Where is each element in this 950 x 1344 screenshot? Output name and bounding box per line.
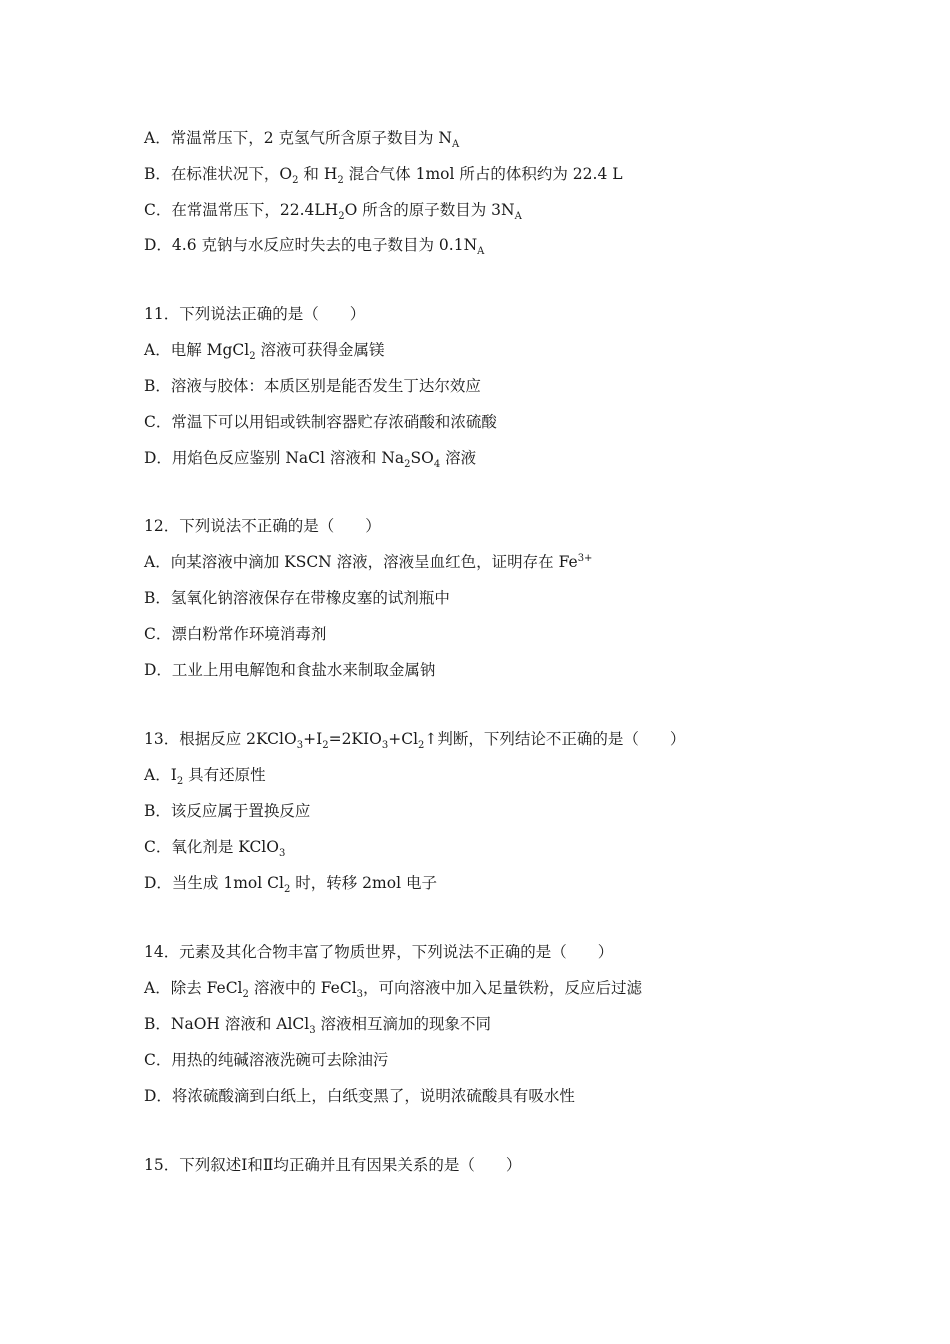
option-text: 溶液相互滴加的现象不同: [315, 1015, 492, 1033]
subscript: 2: [337, 175, 344, 187]
stem-text: =2KIO: [328, 730, 382, 748]
subscript: 2: [292, 175, 299, 187]
q12-option-d: D．工业上用电解饱和食盐水来制取金属钠: [144, 661, 436, 679]
option-text: A．除去 FeCl: [144, 979, 243, 997]
q13-option-b: B．该反应属于置换反应: [144, 802, 311, 820]
stem-text: +Cl: [388, 730, 419, 748]
q14-option-d: D．将浓硫酸滴到白纸上，白纸变黑了，说明浓硫酸具有吸水性: [144, 1087, 575, 1105]
option-text: 溶液: [440, 449, 477, 467]
option-text: 时，转移 2mol 电子: [290, 874, 437, 892]
option-text: A．常温常压下，2 克氢气所含原子数目为 N: [144, 129, 452, 147]
stem-text: +I: [303, 730, 323, 748]
q12-option-a: [144, 552, 592, 572]
option-text: D．4.6 克钠与水反应时失去的电子数目为 0.1N: [144, 236, 478, 254]
q11-option-c: C．常温下可以用铝或铁制容器贮存浓硝酸和浓硫酸: [144, 413, 497, 431]
option-text: D．用焰色反应鉴别 NaCl 溶液和 Na: [144, 449, 405, 467]
option-text: 溶液中的 FeCl: [248, 979, 357, 997]
q13-option-a: [144, 765, 266, 788]
option-text: A．向某溶液中滴加 KSCN 溶液，溶液呈血红色，证明存在 Fe: [144, 553, 578, 571]
subscript: A: [477, 246, 485, 258]
q10-option-d: [144, 235, 485, 258]
option-text: B．NaOH 溶液和 AlCl: [144, 1015, 310, 1033]
option-text: A．电解 MgCl: [144, 341, 250, 359]
subscript: 2: [283, 884, 291, 896]
q14-stem: 14．元素及其化合物丰富了物质世界，下列说法不正确的是（ ）: [144, 943, 614, 961]
subscript: 3: [381, 740, 389, 752]
q10-option-c: [144, 200, 522, 223]
subscript: A: [514, 211, 522, 223]
subscript: 2: [249, 351, 256, 363]
subscript: 2: [242, 989, 249, 1001]
subscript: 2: [176, 776, 184, 788]
q14-option-a: [144, 978, 643, 1001]
q11-stem: 11．下列说法正确的是（ ）: [144, 305, 366, 323]
subscript: 2: [418, 740, 425, 752]
superscript: 3+: [577, 552, 593, 564]
option-text: 溶液可获得金属镁: [255, 341, 385, 359]
q14-option-c: C．用热的纯碱溶液洗碗可去除油污: [144, 1051, 389, 1069]
option-text: C．氧化剂是 KClO: [144, 838, 279, 856]
q13-option-c: [144, 837, 286, 860]
q12-option-c: C．漂白粉常作环境消毒剂: [144, 625, 327, 643]
q10-option-a: [144, 128, 460, 151]
option-text: B．在标准状况下，O: [144, 165, 293, 183]
option-text: 具有还原性: [183, 766, 266, 784]
option-text: 和 H: [298, 165, 338, 183]
q12-option-b: B．氢氧化钠溶液保存在带橡皮塞的试剂瓶中: [144, 589, 450, 607]
q11-option-b: B．溶液与胶体：本质区别是能否发生丁达尔效应: [144, 377, 481, 395]
q11-option-a: [144, 340, 385, 363]
option-text: ，可向溶液中加入足量铁粉，反应后过滤: [363, 979, 643, 997]
subscript: 2: [338, 211, 345, 223]
stem-text: 13．根据反应 2KClO: [144, 730, 297, 748]
subscript: 3: [309, 1025, 316, 1037]
q10-option-b: [144, 164, 623, 187]
option-text: O 所含的原子数目为 3N: [344, 201, 515, 219]
q11-option-d: [144, 448, 477, 471]
option-text: A．I: [144, 766, 177, 784]
subscript: 3: [356, 989, 364, 1001]
q14-option-b: [144, 1014, 492, 1037]
option-text: SO: [410, 449, 434, 467]
stem-text: ↑判断，下列结论不正确的是（ ）: [424, 730, 686, 748]
option-text: 混合气体 1mol 所占的体积约为 22.4 L: [343, 165, 623, 183]
subscript: 2: [322, 740, 329, 752]
option-text: D．当生成 1mol Cl: [144, 874, 284, 892]
q13-option-d: [144, 873, 437, 896]
q13-stem: [144, 729, 686, 752]
subscript: 3: [278, 848, 286, 860]
subscript: 2: [404, 459, 411, 471]
q12-stem: 12．下列说法不正确的是（ ）: [144, 517, 381, 535]
q15-stem: 15．下列叙述Ⅰ和Ⅱ均正确并且有因果关系的是（ ）: [144, 1156, 522, 1174]
option-text: C．在常温常压下，22.4LH: [144, 201, 339, 219]
subscript: A: [451, 139, 460, 151]
subscript: 3: [296, 740, 304, 752]
subscript: 4: [433, 459, 441, 471]
